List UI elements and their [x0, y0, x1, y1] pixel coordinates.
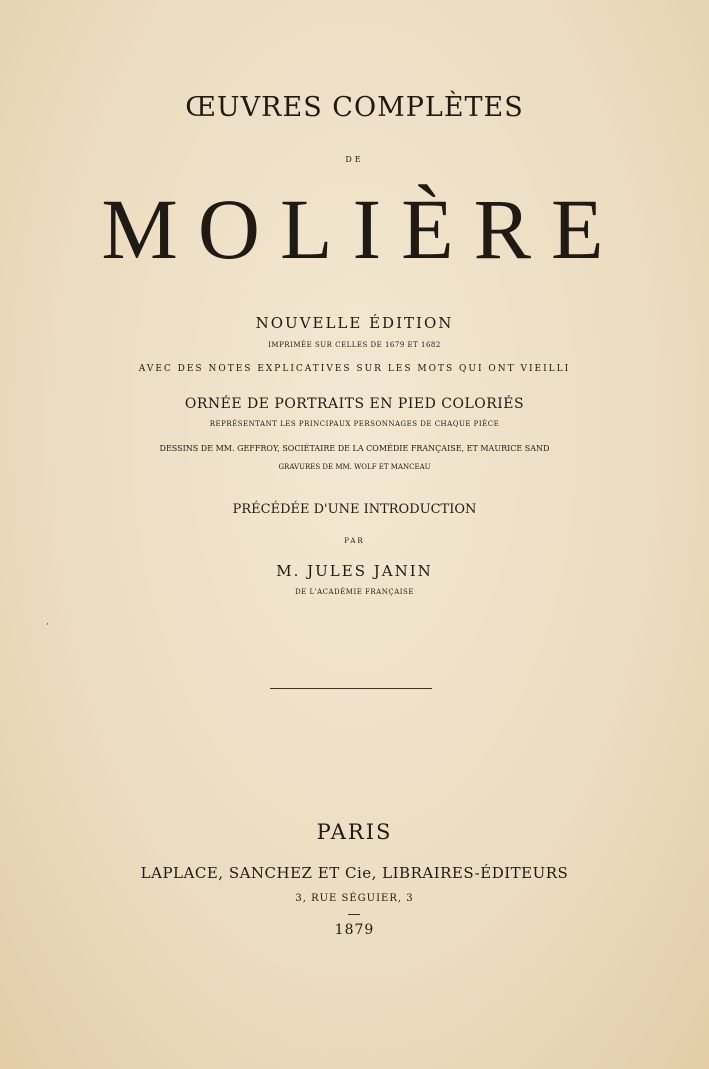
precedee-line: PRÉCÉDÉE D'UNE INTRODUCTION: [232, 502, 477, 517]
ornee-line: ORNÉE DE PORTRAITS EN PIED COLORIÉS: [184, 396, 525, 412]
dessins-line: DESSINS DE MM. GEFFROY, SOCIÉTAIRE DE LA COMÉDIE FRANÇAISE, ET MAURICE SAND: [159, 444, 550, 453]
representant-line: REPRÉSENTANT LES PRINCIPAUX PERSONNAGES DE CHAQUE PIÈCE: [209, 420, 500, 428]
notes-line: AVEC DES NOTES EXPLICATIVES SUR LES MOTS QUI ONT VIEILLI: [138, 364, 571, 374]
imprint-year: 1879: [334, 922, 375, 938]
imprint-city: PARIS: [316, 820, 393, 844]
de-label: DE: [345, 155, 364, 164]
gravures-line: GRAVURES DE MM. WOLF ET MANCEAU: [278, 463, 431, 471]
academie-line: DE L'ACADÉMIE FRANÇAISE: [295, 588, 414, 596]
intro-author: M. JULES JANIN: [276, 562, 433, 580]
oeuvres-completes-heading: ŒUVRES COMPLÈTES: [185, 92, 524, 123]
imprint-publisher: LAPLACE, SANCHEZ ET Cie, LIBRAIRES-ÉDITEURS: [140, 864, 569, 882]
short-divider: [348, 914, 360, 915]
paper-mark: ·: [46, 620, 49, 630]
nouvelle-edition: NOUVELLE ÉDITION: [255, 314, 454, 332]
author-title: MOLIÈRE: [101, 181, 624, 277]
divider-rule: [270, 688, 432, 689]
imprimee-line: IMPRIMÉE SUR CELLES DE 1679 ET 1682: [268, 341, 441, 349]
imprint-address: 3, RUE SÉGUIER, 3: [295, 893, 414, 904]
par-label: PAR: [344, 537, 365, 545]
